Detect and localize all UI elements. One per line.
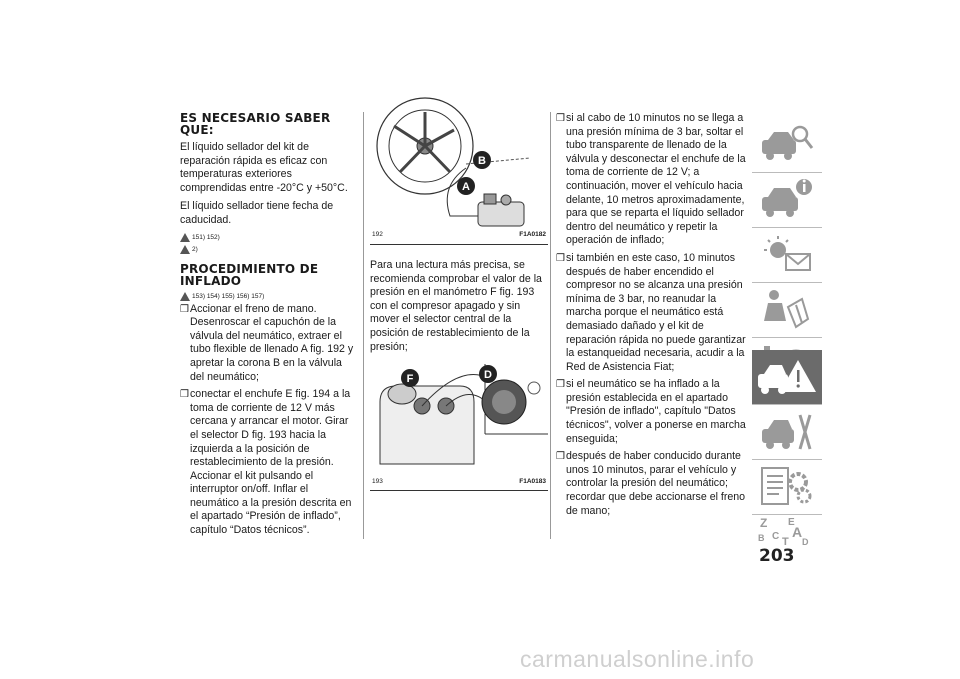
list-item: ❒ después de haber conducido durante unos 10 minutos, parar el vehículo y controlar la presión del neumático; recordar que debe accionarse el freno de mano; (556, 450, 746, 517)
para-expiry: El líquido sellador tiene fecha de caducidad. (180, 200, 334, 226)
column-right (556, 112, 746, 522)
heading-procedimiento: PROCEDIMIENTO DE INFLADO (180, 261, 319, 288)
warning-triangle-icon (180, 292, 190, 301)
sidebar-item-index[interactable] (752, 515, 822, 548)
sidebar-item-lights-message[interactable] (752, 228, 822, 282)
column-divider (363, 112, 364, 539)
svg-text:T: T (782, 536, 789, 548)
svg-text:C: C (772, 531, 780, 542)
watermark: carmanualsonline.info (520, 646, 755, 672)
column-left (180, 112, 358, 542)
checkbox-bullet-icon: ❒ (556, 252, 565, 264)
sidebar-item-car-search[interactable] (752, 118, 822, 172)
warning-ref-1: 151) 152) (180, 233, 358, 243)
svg-text:B: B (758, 533, 765, 543)
car-warning-icon (752, 350, 822, 404)
heading-es-necesario: ES NECESARIO SABER QUE: (180, 111, 331, 137)
list-item: ❒ si al cabo de 10 minutos no se llega a una presión mínima de 3 bar, soltar el tubo transparente de llenado de la válvula y desconectar el enchufe de la toma de corriente de 12 V; a continuación, mover el vehículo hacia delante, 10 metros aproximadamente, para que se reparta el líquido sellador dentro del neumático y repetir la operación de inflado; (556, 112, 746, 247)
list-item: ❒ Accionar el freno de mano. Desenroscar el capuchón de la válvula del neumático, extraer el tubo flexible de llenado A fig. 192 y apretar la corona B en la válvula del neumático; (180, 302, 354, 383)
sidebar-item-car-info[interactable] (752, 173, 822, 227)
checkbox-bullet-icon: ❒ (556, 113, 565, 124)
figure-number: 193 (372, 477, 383, 485)
checkbox-bullet-icon: ❒ (180, 303, 189, 315)
tire-inflation-illustration (370, 116, 548, 244)
para-temperatures: El líquido sellador del kit de reparación rápida es eficaz con temperaturas exteriores comprendidas entre -20°C y +50°C. (180, 141, 348, 194)
warning-triangle-icon (180, 233, 190, 242)
person-safety-icon (752, 283, 822, 337)
list-item: ❒ si también en este caso, 10 minutos después de haber encendido el compresor no se alcanza una presión mínima de 3 bar, no reanudar la marcha porque el neumático está demasiado dañado y el kit de reparación rápida no puede garantizar la estanqueidad necesaria, acudir a la Red de Asistencia Fiat; (556, 251, 746, 373)
svg-text:A: A (792, 524, 803, 540)
checkbox-bullet-icon: ❒ (556, 451, 565, 463)
caution-triangle-icon (180, 245, 190, 254)
label-a: A (462, 181, 470, 193)
column-middle (370, 116, 548, 491)
label-f: F (406, 373, 414, 386)
sidebar-item-person-safety[interactable] (752, 283, 822, 337)
compressor-illustration (370, 364, 548, 490)
checkbox-bullet-icon: ❒ (180, 389, 189, 401)
figure-code: F1A0183 (519, 477, 546, 485)
figure-193 (370, 364, 548, 491)
figure-192 (370, 116, 548, 245)
column-divider (550, 112, 551, 539)
sidebar-item-document-gear[interactable] (752, 460, 822, 514)
sidebar-item-car-tools[interactable] (752, 405, 822, 459)
warning-ref-3: 153) 154) 155) 156) 157) (180, 292, 358, 302)
lights-message-icon (752, 228, 822, 282)
list-item: ❒ si el neumático se ha inflado a la presión establecida en el apartado "Presión de inflado", capítulo "Datos técnicos", volver a ponerse en marcha enseguida; (556, 378, 746, 445)
svg-text:D: D (802, 537, 809, 547)
label-d: D (484, 369, 492, 382)
car-tools-icon (752, 405, 822, 459)
svg-text:E: E (788, 517, 795, 528)
para-manometer: Para una lectura más precisa, se recomienda comprobar el valor de la presión en el manómetro F fig. 193 con el compresor apagado y sin mover el selector central de la posición de restablecimiento de la presión; (370, 259, 542, 353)
checkbox-bullet-icon: ❒ (556, 379, 565, 391)
warning-ref-2: 2) (180, 245, 358, 255)
document-gear-icon (752, 460, 822, 514)
svg-text:Z: Z (760, 516, 768, 530)
page-number: 203 (759, 546, 795, 566)
car-info-icon (752, 173, 822, 227)
label-b: B (478, 155, 486, 167)
sidebar-item-car-warning[interactable] (752, 350, 822, 404)
list-item: ❒ conectar el enchufe E fig. 194 a la toma de corriente de 12 V más cercana y arrancar el motor. Girar el selector D fig. 193 hacia la izquierda a la posición de restablecimiento de la presión. Accionar el kit pulsando el interruptor on/off. Inflar el neumático a la presión descrita en el apartado “Presión de inflado”, capítulo “Datos técnicos”. (180, 388, 352, 537)
figure-number: 192 (372, 231, 383, 239)
car-search-icon (752, 118, 822, 172)
figure-code: F1A0182 (519, 231, 546, 239)
